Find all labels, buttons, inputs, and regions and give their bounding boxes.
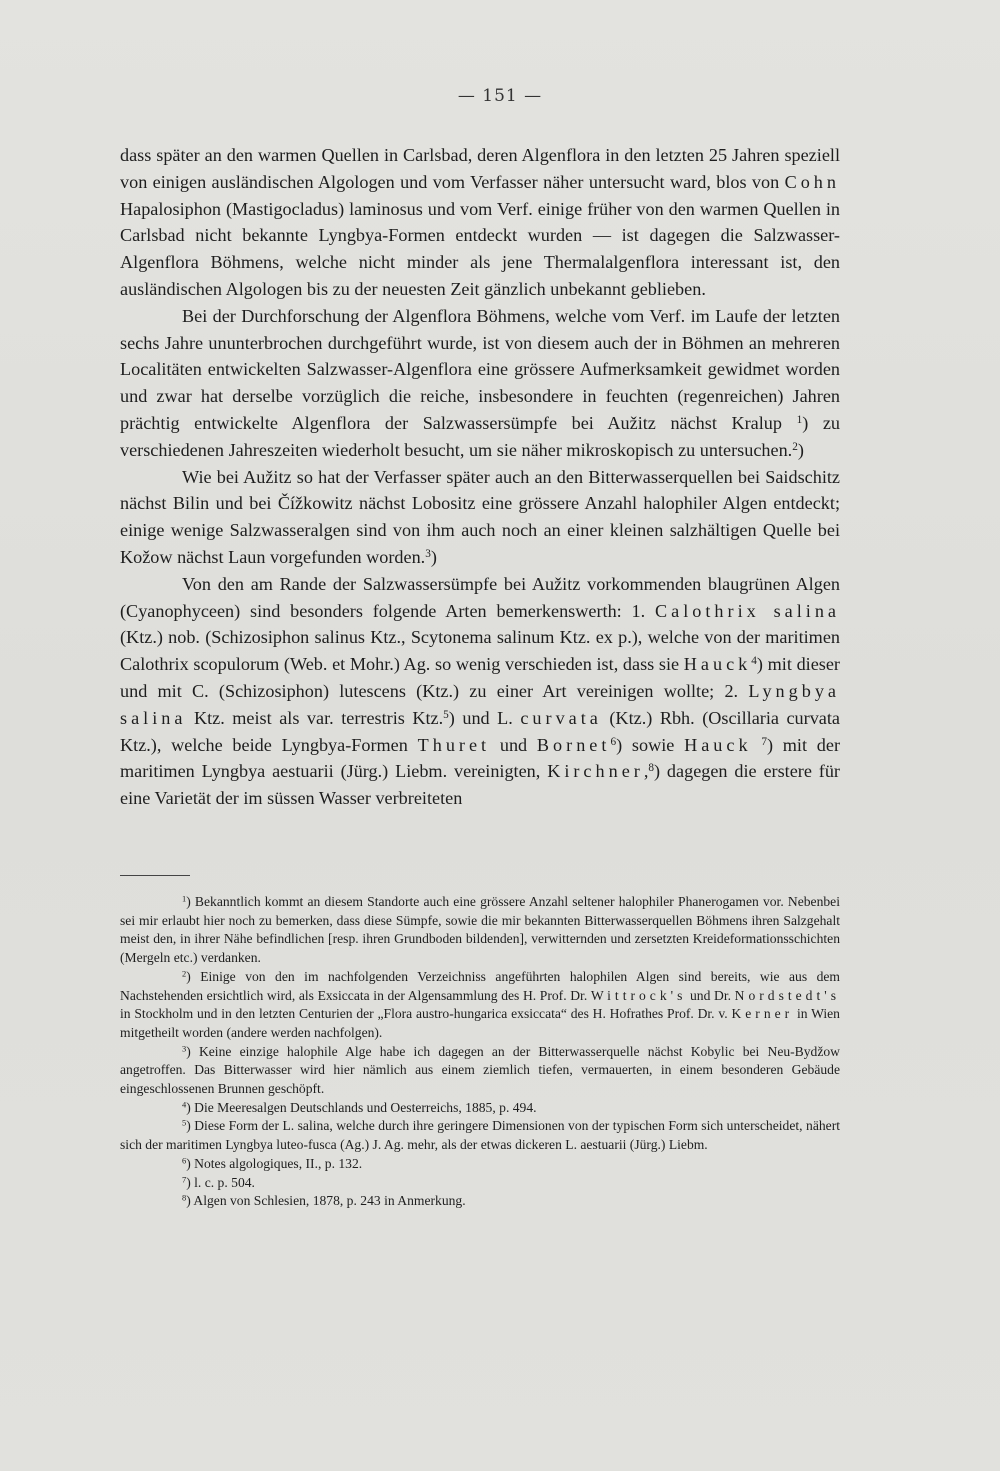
text-run: ) zu verschiedenen Jahreszeiten wiederholt besucht, um sie näher mikroskopisch zu untersuchen. [120,412,840,460]
text-run: ) Einige von den im nachfolgenden Verzeichniss angeführten halophilen Algen sind bereits, wie aus dem Nachstehenden ersichtlich wird, als Exsiccata in der Algensammlung des H. Prof. Dr. [120,968,840,1003]
text-run: dass später an den warmen Quellen in Carlsbad, deren Algenflora in den letzten 25 Jahren speziell von einigen ausländischen Algologen und vom Verfasser näher untersucht ward, blos von [120,145,840,192]
footnote-ref: 8 [182,1192,187,1203]
text-run: Wie bei Aužitz so hat der Verfasser später auch an den Bitterwasserquellen bei Saidschitz nächst Bilin und bei Čížkowitz nächst Lobositz eine grössere Anzahl halophiler Algen entdeckt; einige wenige Salzwasseralgen sind von ihm auch noch an einer kleinen salzhältigen Quelle bei Kožow nächst Laun vorgefunden worden. [120,466,840,567]
spaced-name: Calothrix salina [655,600,840,621]
text-run: ) Algen von Schlesien, 1878, p. 243 in Anmerkung. [186,1193,466,1209]
footnote-3 [120,1043,840,1099]
footnote-2 [120,968,840,1043]
paragraph-3 [120,464,840,571]
paragraph-1 [120,142,840,303]
text-run: ) mit der maritimen Lyngbya aestuarii (Jürg.) Liebm. vereinigten, [120,734,841,782]
footnote-ref: 5 [182,1117,187,1128]
footnote-ref: 4 [751,654,757,667]
spaced-name: Bornet [536,734,611,755]
text-run: (Ktz.) Rbh. (Oscillaria curvata Ktz.), welche beide Lyngbya-Formen [120,707,840,755]
body-text [120,142,840,812]
footnote-ref: 5 [443,708,449,721]
footnote-ref: 2 [792,440,798,453]
footnote-8 [120,1192,840,1211]
text-run: ) Notes algologiques, II., p. 132. [186,1155,363,1171]
spaced-name: Wittrock's [590,987,687,1003]
text-run: und Dr. [686,987,735,1003]
page-number: — 151 — [457,86,543,106]
spaced-name: Cohn [784,171,840,192]
text-run: (Ktz.) nob. (Schizosiphon salinus Ktz., Scytonema salinum Ktz. ex p.), welche von der maritimen Calothrix scopulorum (Web. et Mohr.) Ag. so wenig verschieden ist, dass sie [120,627,840,675]
text-run: in Stockholm und in den letzten Centurien der „Flora austro-hungarica exsiccata“ des H. Hofrathes Prof. Dr. v. [120,1006,732,1022]
footnote-ref: 3 [182,1043,187,1053]
spaced-name: Kerner [731,1006,794,1022]
footnote-ref: 6 [182,1155,187,1166]
spaced-name: Nordstedt's [734,987,840,1003]
spaced-name: Lyngbya salina [120,680,840,728]
footnote-ref: 7 [182,1173,187,1184]
text-run: Von den am Rande der Salzwassersümpfe bei Aužitz vorkommenden blaugrünen Algen (Cyanophyceen) sind besonders folgende Arten bemerkenswerth: 1. [120,573,840,621]
footnote-separator [120,875,190,876]
text-run: ) Diese Form der L. salina, welche durch ihre geringere Dimensionen von der typischen Form sich unterscheidet, nähert sich der maritimen Lyngbya luteo-fusca (Ag.) J. Ag. mehr, als der etwas dickeren L. aestuarii (Jürg.) Liebm. [120,1118,840,1153]
text-run [752,735,762,755]
text-run: , [643,761,649,782]
text-run: und [490,734,537,755]
footnote-ref: 4 [182,1099,187,1110]
footnote-4 [120,1099,840,1118]
text-run: ) sowie [616,734,685,755]
text-run: in Wien mitgetheilt worden (andere werden nachfolgen). [120,1006,840,1040]
footnote-ref: 2 [182,968,187,979]
spaced-name: Hauck [684,734,752,755]
text-run: ) l. c. p. 504. [186,1174,255,1190]
spaced-name: Kirchner [547,761,644,782]
footnote-1 [120,893,840,968]
footnote-ref: 1 [182,893,187,904]
text-run: ) Bekanntlich kommt an diesem Standorte auch eine grössere Anzahl seltener halophiler Phanerogamen vor. Nebenbei sei mir erlaubt hier noch zu bemerken, dass diese Sümpfe, sowie die mir bekannten Bitterwasserquellen Böhmens ihren Salzgehalt meist den, in ihrer Nähe befindlichen [resp. ihren Grundboden bildenden], verwitternden und zersetzten Kreideformationsschichten (Mergeln etc.) verdanken. [120,894,840,966]
spaced-name: curvata [520,707,602,728]
footnote-5 [120,1117,840,1154]
footnote-6 [120,1155,840,1174]
footnotes [120,893,840,1211]
text-run: Bei der Durchforschung der Algenflora Böhmens, welche vom Verf. im Laufe der letzten sechs Jahre ununterbrochen durchgeführt wurde, ist von diesem auch der in Böhmen an mehreren Localitäten entwickelten Salzwasser-Algenflora eine grössere Aufmerksamkeit gewidmet worden und zwar hat derselbe vorzüglich die reiche, insbesondere in feuchten (regenreichen) Jahren prächtig entwickelte Algenflora der Salzwassersümpfe bei Aužitz nächst Kralup [120,305,840,433]
text-run: ) Die Meeresalgen Deutschlands und Oesterreichs, 1885, p. 494. [186,1099,537,1115]
footnote-ref: 7 [761,735,767,748]
spaced-name: Hauck [683,654,752,675]
paragraph-2 [120,303,840,464]
text-run: ) mit dieser und mit C. (Schizosiphon) lutescens (Ktz.) zu einer Art vereinigen wollte; 2. [120,654,840,701]
text-run: Ktz. meist als var. terrestris Ktz. [186,707,444,728]
spaced-name: Thuret [417,734,491,755]
footnote-ref: 8 [648,762,655,775]
paragraph-4 [120,571,840,812]
text-run: ) [430,546,437,567]
footnote-ref: 1 [796,413,803,426]
text-run: ) dagegen die erstere für eine Varietät der im süssen Wasser verbreiteten [120,761,840,809]
footnote-ref: 6 [610,735,617,748]
text-run: Hapalosiphon (Mastigocladus) laminosus und vom Verf. einige früher von den warmen Quellen in Carlsbad nicht bekannte Lyngbya-Formen entdeckt wurden — ist dagegen die Salzwasser-Algenflora Böhmens, welche nicht minder als jene Thermalalgenflora interessant ist, den ausländischen Algologen bis zu der neuesten Zeit gänzlich unbekannt geblieben. [120,198,840,299]
footnote-7 [120,1174,840,1193]
text-run: ) [797,439,804,460]
text-run: ) und L. [448,707,521,728]
footnote-ref: 3 [425,547,431,560]
text-run: ) Keine einzige halophile Alge habe ich dagegen an der Bitterwasserquelle nächst Kobylic bei Neu-Bydžow angetroffen. Das Bitterwasser wird hier nämlich aus einem ziemlich tiefen, vermauerten, in einem besonderen Gebäude eingeschlossenen Brunnen geschöpft. [120,1043,840,1097]
